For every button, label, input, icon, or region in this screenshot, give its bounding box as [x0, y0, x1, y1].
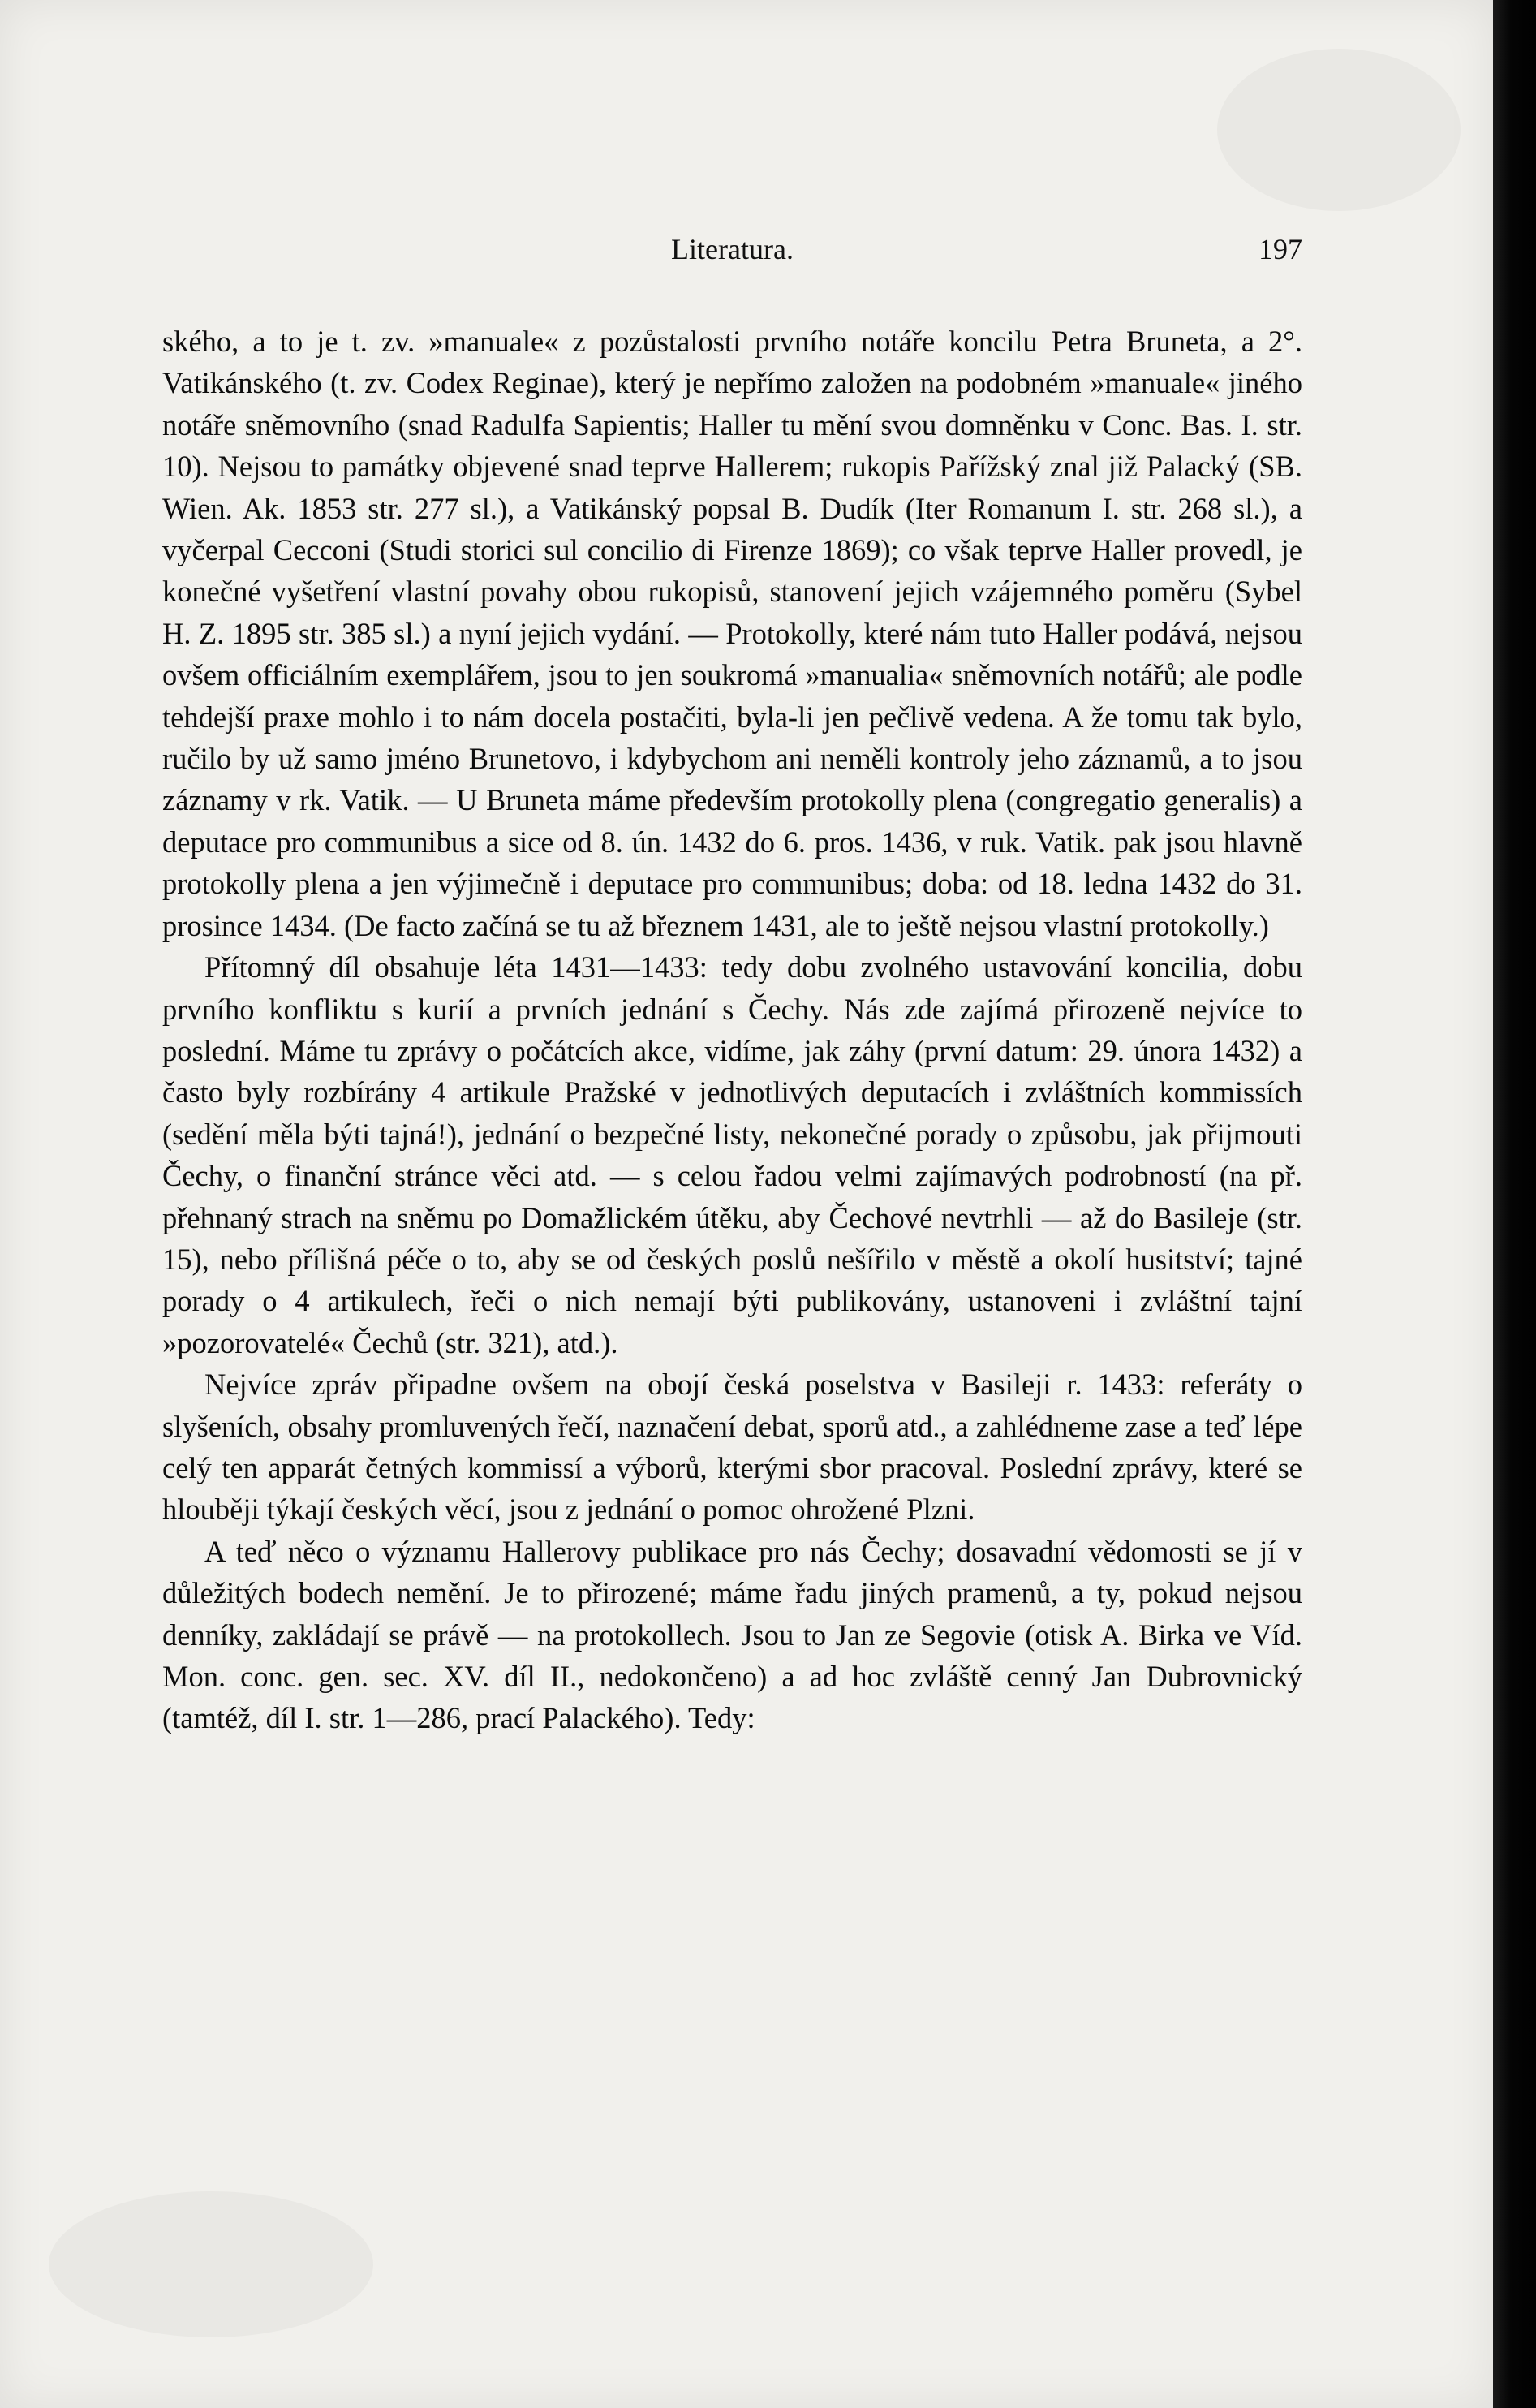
paragraph: A teď něco o významu Hallerovy publikace pro nás Čechy; dosavadní vědomosti se jí v důležitých bodech nemění. Je to přirozené; máme řadu jiných pramenů, a ty, pokud nejsou denníky, zakládají se právě — na protokollech. Jsou to Jan ze Segovie (otisk A. Birka ve Víd. Mon. conc. gen. sec. XV. díl II., nedokončeno) a ad hoc zvláště cenný Jan Dubrovnický (tamtéž, díl I. str. 1—286, prací Palackého). Tedy: — [162, 1534, 1302, 1735]
paragraph: Přítomný díl obsahuje léta 1431—1433: tedy dobu zvolného ustavování koncilia, dobu prvního konfliktu s kurií a prvních jednání s Čechy. Nás zde zajímá přirozeně nejvíce to poslední. Máme tu zprávy o počátcích akce, vidíme, jak záhy (první datum: 29. února 1432) a často byly rozbírány 4 artikule Pražské v jednotlivých deputacích i zvláštních kommissích (sedění měla býti tajná!), jednání o bezpečné listy, nekonečné porady o způsobu, jak přijmouti Čechy, o finanční stránce věci atd. — s celou řadou velmi zajímavých podrobností (na př. přehnaný strach na sněmu po Domažlickém útěku, aby Čechové nevtrhli — až do Basileje (str. 15), nebo přílišná péče o to, aby se od českých poslů nešířilo v městě a okolí husitství; tajné porady o 4 artikulech, řeči o nich nemají býti publikovány, ustanoveni i zvláštní tajní »pozorovatelé« Čechů (str. 321), atd.). — [162, 950, 1302, 1359]
scan-border — [1493, 0, 1536, 2408]
paragraph: ského, a to je t. zv. »manuale« z pozůstalosti prvního notáře koncilu Petra Bruneta, a 2°. Vatikánského (t. zv. Codex Reginae), který je nepřímo založen na podobném »manuale« jiného notáře sněmovního (snad Radulfa Sapientis; Haller tu mění svou domněnku v Conc. Bas. I. str. 10). Nejsou to památky objevené snad teprve Hallerem; rukopis Pařížský znal již Palacký (SB. Wien. Ak. 1853 str. 277 sl.), a Vatikánský popsal B. Dudík (Iter Romanum I. str. 268 sl.), a vyčerpal Cecconi (Studi storici sul concilio di Firenze 1869); co však teprve Haller provedl, je konečné vyšetření vlastní povahy obou rukopisů, stanovení jejich vzájemného poměru (Sybel H. Z. 1895 str. 385 sl.) a nyní jejich vydání. — Protokolly, které nám tuto Haller podává, nejsou ovšem officiálním exemplářem, jsou to jen soukromá »manualia« sněmovních notářů; ale podle tehdejší praxe mohlo i to nám docela postačiti, byla-li jen pečlivě vedena. A že tomu tak bylo, ručilo by už samo jméno Brunetovo, i kdybychom ani neměli kontroly jeho záznamů, a to jsou záznamy v rk. Vatik. — U Bruneta máme především protokolly plena (congregatio generalis) a deputace pro communibus a sice od 8. ún. 1432 do 6. pros. 1436, v ruk. Vatik. pak jsou hlavně protokolly plena a jen výjimečně i deputace pro communibus; doba: od 18. ledna 1432 do 31. prosince 1434. (De facto začíná se tu až březnem 1431, ale to ještě nejsou vlastní protokolly.) — [162, 325, 1302, 942]
page-number: 197 — [1258, 233, 1302, 265]
page-header — [162, 232, 1302, 281]
scan-smudge — [1217, 49, 1461, 211]
paragraph: Nejvíce zpráv připadne ovšem na obojí česká poselstva v Basileji r. 1433: referáty o slyšeních, obsahy promluvených řečí, naznačení debat, sporů atd., a zahlédneme zase a teď lépe celý ten apparát četných kommissí a výborů, kterými sbor pracoval. Poslední zprávy, které se hlouběji týkají českých věcí, jsou z jednání o pomoc ohrožené Plzni. — [162, 1368, 1302, 1527]
running-title: Literatura. — [671, 233, 794, 265]
scan-smudge — [49, 2191, 373, 2337]
body-text — [162, 321, 1302, 1739]
